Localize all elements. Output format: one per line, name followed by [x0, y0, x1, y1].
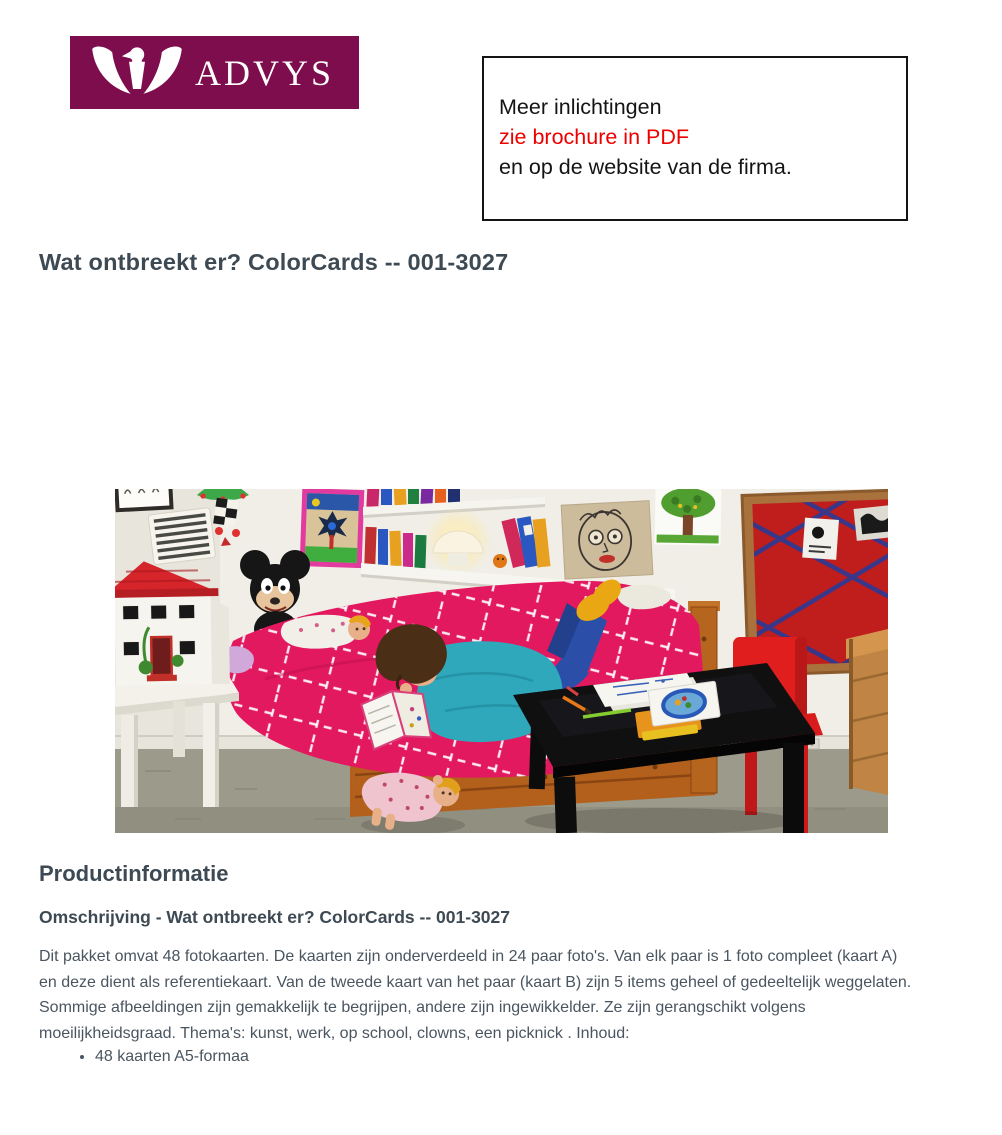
brand-name: ADVYS — [194, 52, 334, 93]
description-line: en deze dient als referentiekaart. Van de tweede kaart van het paar (kaart B) zijn 5 items geheel of gedeeltelijk weggelaten. — [39, 973, 912, 991]
info-line-1: Meer inlichtingen — [499, 95, 662, 119]
advys-logo[interactable] — [70, 36, 359, 109]
wooden-chest — [846, 629, 888, 795]
face-drawing-panel — [561, 501, 653, 580]
description-line: moeilijkheidsgraad. Thema's: kunst, werk, op school, clowns, een picknick . Inhoud: — [39, 1024, 630, 1042]
info-box — [482, 56, 908, 221]
section-heading: Productinformatie — [39, 861, 229, 886]
description-line: Sommige afbeeldingen zijn gemakkelijk te begrijpen, andere zijn ingewikkelder. Ze zijn gerangschikt volgens — [39, 999, 806, 1016]
info-line-3: en op de website van de firma. — [499, 155, 792, 179]
product-description — [39, 944, 969, 1046]
description-line: Dit pakket omvat 48 fotokaarten. De kaarten zijn onderverdeeld in 24 paar foto's. Van elk paar is 1 foto compleet (kaart A) — [39, 948, 898, 965]
description-heading: Omschrijving - Wat ontbreekt er? ColorCards -- 001-3027 — [39, 907, 510, 927]
tree-drawing — [655, 489, 722, 546]
product-photo — [115, 489, 888, 833]
contents-item: • 48 kaarten A5-formaa — [95, 1044, 739, 1069]
brochure-pdf-link[interactable]: zie brochure in PDF — [499, 125, 689, 149]
contents-list — [39, 1044, 739, 1069]
child-drawing-framed — [300, 489, 365, 568]
bird-logo-icon — [89, 44, 185, 102]
page-title: Wat ontbreekt er? ColorCards -- 001-3027 — [39, 249, 509, 275]
